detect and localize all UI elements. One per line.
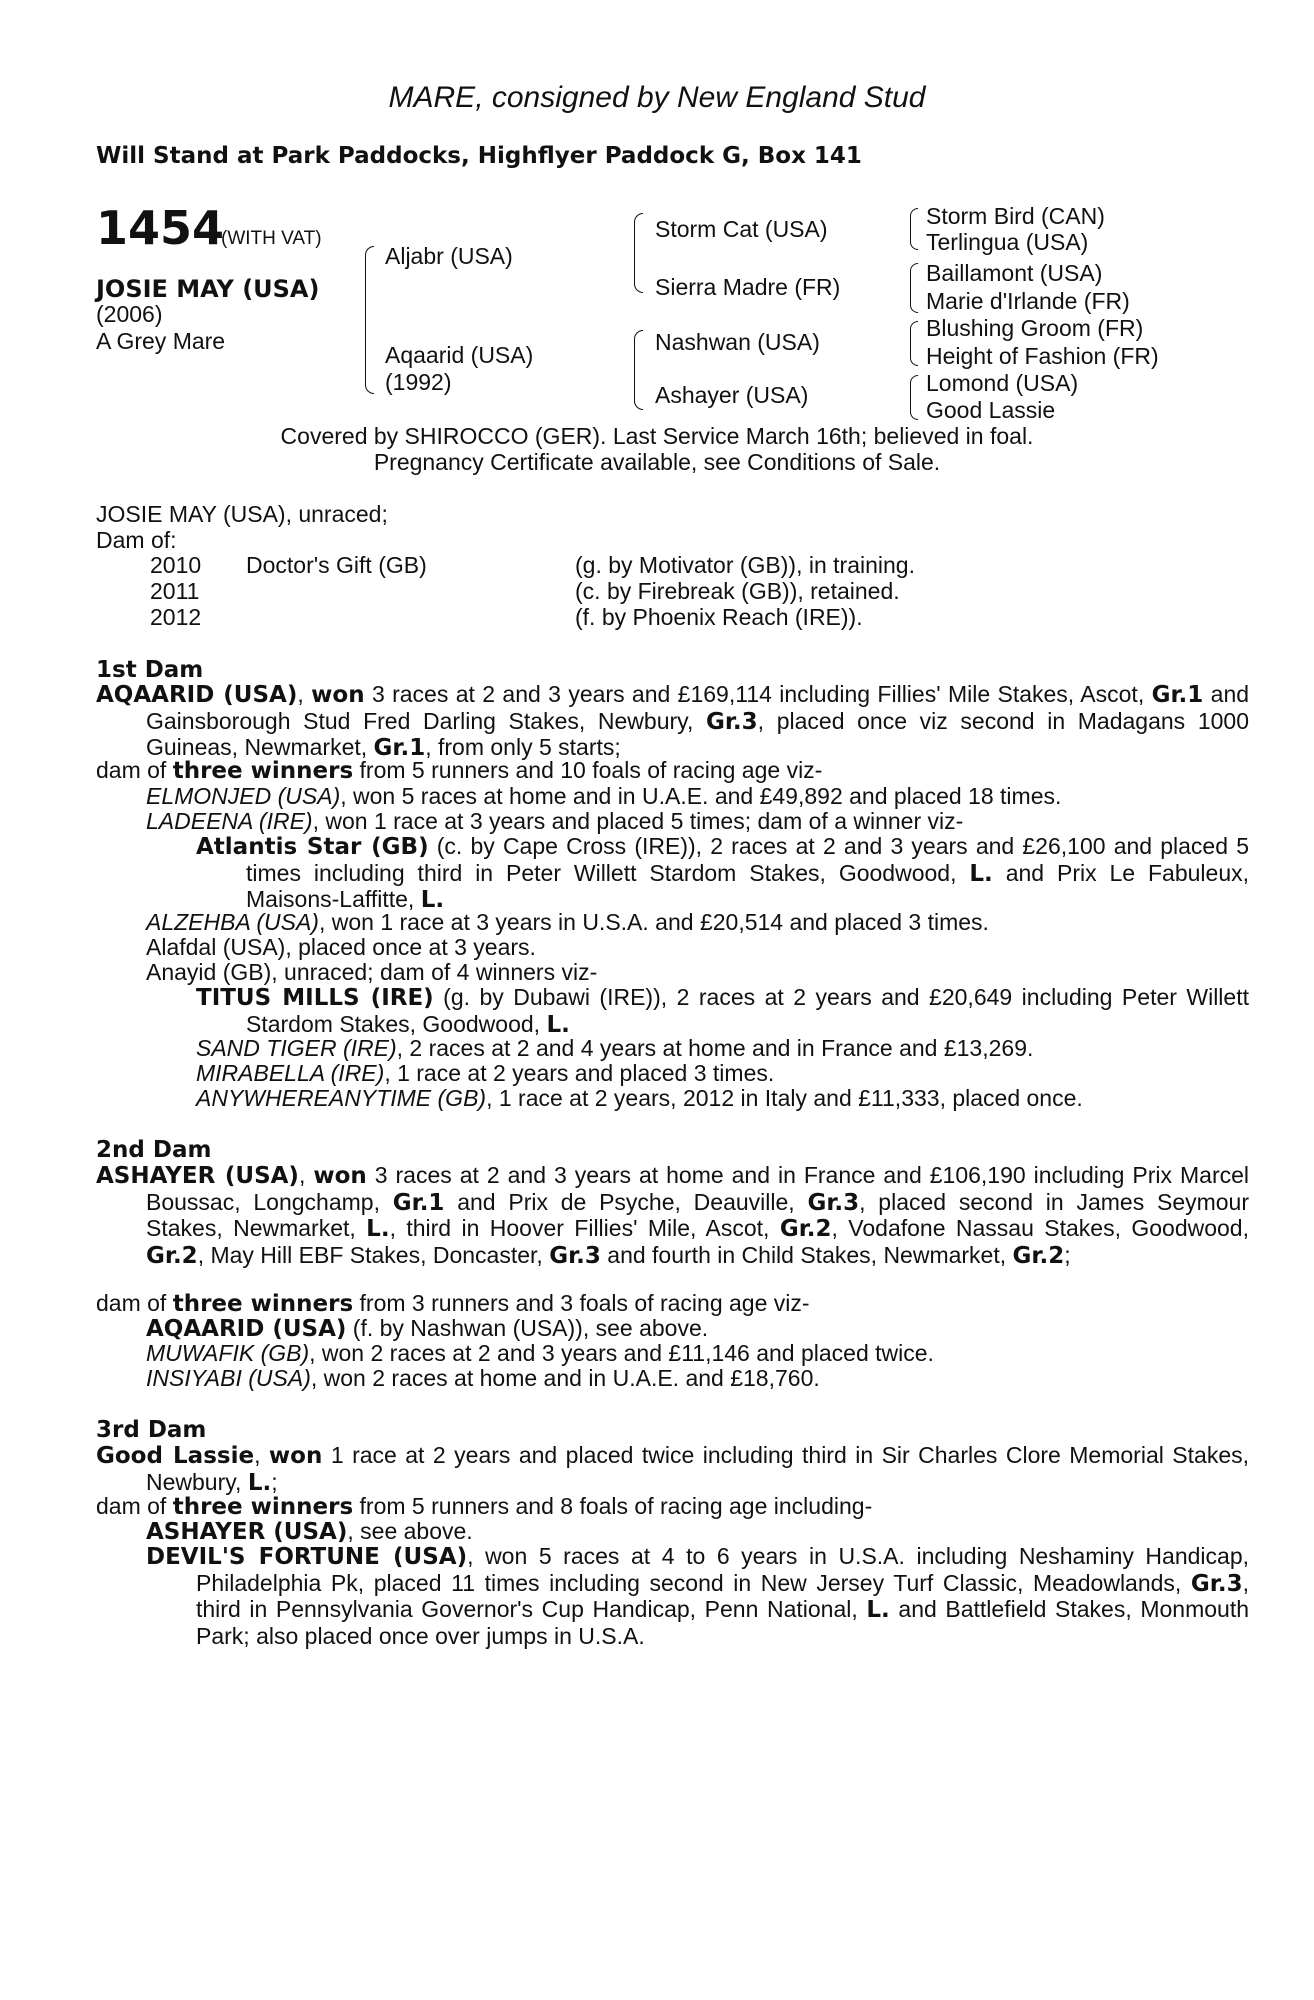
third-dam-heading: 3rd Dam [96, 1417, 207, 1443]
produce-dam-of: Dam of: [96, 527, 177, 553]
horse-name: JOSIE MAY (USA) [96, 275, 320, 303]
offspring-sand-tiger: SAND TIGER (IRE), 2 races at 2 and 4 years at home and in France and £13,269. [196, 1035, 1034, 1061]
pedigree-dam-dam: Ashayer (USA) [655, 382, 809, 408]
offspring-titus-mills: TITUS MILLS (IRE) (g. by Dubawi (IRE)), 2 races at 2 years and £20,649 including Peter Willett Stardom Stakes, Goodwood, L. [196, 984, 1249, 1038]
offspring-muwafik: MUWAFIK (GB), won 2 races at 2 and 3 years and £11,146 and placed twice. [146, 1340, 934, 1366]
offspring-elmonjed: ELMONJED (USA), won 5 races at home and in U.A.E. and £49,892 and placed 18 times. [146, 783, 1062, 809]
third-dam-dam-of: dam of three winners from 5 runners and 8 foals of racing age including- [96, 1493, 873, 1520]
offspring-atlantis-star: Atlantis Star (GB) (c. by Cape Cross (IRE)), 2 races at 2 and 3 years and £26,100 and placed 5 times including third in Peter Willett Stardom Stakes, Goodwood, L. and Prix Le Fabuleux, Maisons-Laffitte, L. [196, 833, 1249, 913]
offspring-insiyabi: INSIYABI (USA), won 2 races at home and in U.A.E. and £18,760. [146, 1365, 820, 1391]
produce-year-2010: 2010 [150, 552, 202, 578]
second-dam-heading: 2nd Dam [96, 1137, 212, 1163]
lot-number: 1454 [96, 201, 225, 255]
offspring-ashayer: ASHAYER (USA), see above. [146, 1518, 473, 1545]
pedigree-sire-sire: Storm Cat (USA) [655, 216, 828, 242]
offspring-anywhereanytime: ANYWHEREANYTIME (GB), 1 race at 2 years, 2012 in Italy and £11,333, placed once. [196, 1085, 1083, 1111]
produce-intro: JOSIE MAY (USA), unraced; [96, 501, 388, 527]
pedigree-dam-sire: Nashwan (USA) [655, 329, 820, 355]
offspring-alafdal: Alafdal (USA), placed once at 3 years. [146, 934, 536, 960]
first-dam-name: AQAARID (USA) [96, 682, 298, 708]
offspring-anayid: Anayid (GB), unraced; dam of 4 winners viz- [146, 959, 598, 985]
first-dam-heading: 1st Dam [96, 657, 204, 683]
brace-gen2-dam [634, 330, 643, 410]
brace-gen3-3 [910, 321, 918, 366]
offspring-mirabella: MIRABELLA (IRE), 1 race at 2 years and placed 3 times. [196, 1060, 775, 1086]
horse-year: (2006) [96, 301, 163, 327]
second-dam-record: ASHAYER (USA), won 3 races at 2 and 3 years at home and in France and £106,190 including Prix Marcel Boussac, Longchamp, Gr.1 and Prix de Psyche, Deauville, Gr.3, placed second in James Seymour Stakes, Newmarket, L., third in Hoover Fillies' Mile, Ascot, Gr.2, Vodafone Nassau Stakes, Goodwood, Gr.2, May Hill EBF Stakes, Doncaster, Gr.3 and fourth in Child Stakes, Newmarket, Gr.2; [96, 1162, 1250, 1269]
vat-note: (WITH VAT) [221, 228, 322, 249]
pedigree-gen3-1: Storm Bird (CAN) [926, 203, 1105, 229]
offspring-devils-fortune: DEVIL'S FORTUNE (USA), won 5 races at 4 to 6 years in U.S.A. including Neshaminy Handicap, Philadelphia Pk, placed 11 times including second in New Jersey Turf Classic, Meadowlands, Gr.3, third in Pennsylvania Governor's Cup Handicap, Penn National, L. and Battlefield Stakes, Monmouth Park; also placed once over jumps in U.S.A. [146, 1543, 1250, 1649]
pedigree-gen3-6: Height of Fashion (FR) [926, 343, 1159, 369]
covered-line: Covered by SHIROCCO (GER). Last Service March 16th; believed in foal. [280, 423, 1034, 449]
pedigree-gen3-5: Blushing Groom (FR) [926, 315, 1144, 341]
produce-info-2012: (f. by Phoenix Reach (IRE)). [575, 604, 863, 630]
brace-gen3-4 [910, 375, 918, 420]
produce-name-2010: Doctor's Gift (GB) [246, 552, 427, 578]
pregnancy-line: Pregnancy Certificate available, see Conditions of Sale. [373, 449, 941, 475]
horse-description: A Grey Mare [96, 328, 226, 354]
pedigree-gen3-7: Lomond (USA) [926, 370, 1079, 396]
pedigree-dam-year: (1992) [385, 369, 452, 395]
brace-gen3-1 [910, 208, 918, 250]
second-dam-dam-of: dam of three winners from 3 runners and 3 foals of racing age viz- [96, 1290, 810, 1317]
offspring-ladeena: LADEENA (IRE), won 1 race at 3 years and placed 5 times; dam of a winner viz- [146, 808, 964, 834]
brace-gen3-2 [910, 263, 918, 313]
offspring-aqaarid: AQAARID (USA) (f. by Nashwan (USA)), see above. [146, 1315, 709, 1342]
pedigree-gen3-2: Terlingua (USA) [926, 229, 1089, 255]
stand-location: Will Stand at Park Paddocks, Highflyer Paddock G, Box 141 [96, 143, 862, 169]
produce-year-2012: 2012 [150, 604, 202, 630]
produce-year-2011: 2011 [150, 578, 200, 604]
produce-info-2010: (g. by Motivator (GB)), in training. [575, 552, 915, 578]
produce-info-2011: (c. by Firebreak (GB)), retained. [575, 578, 900, 604]
consigner-line: MARE, consigned by New England Stud [388, 81, 926, 114]
pedigree-dam: Aqaarid (USA) [385, 342, 534, 368]
offspring-alzehba: ALZEHBA (USA), won 1 race at 3 years in U.S.A. and £20,514 and placed 3 times. [146, 909, 989, 935]
pedigree-gen3-4: Marie d'Irlande (FR) [926, 288, 1130, 314]
pedigree-sire: Aljabr (USA) [385, 243, 513, 269]
brace-gen1 [365, 246, 374, 394]
third-dam-record: Good Lassie, won 1 race at 2 years and placed twice including third in Sir Charles Clore Memorial Stakes, Newbury, L.; [96, 1442, 1250, 1496]
pedigree-gen3-8: Good Lassie [926, 397, 1056, 423]
pedigree-gen3-3: Baillamont (USA) [926, 260, 1103, 286]
first-dam-dam-of: dam of three winners from 5 runners and 10 foals of racing age viz- [96, 757, 823, 784]
first-dam-record: AQAARID (USA), won 3 races at 2 and 3 years and £169,114 including Fillies' Mile Stakes, Ascot, Gr.1 and Gainsborough Stud Fred Darling Stakes, Newbury, Gr.3, placed once viz second in Madagans 1000 Guineas, Newmarket, Gr.1, from only 5 starts; [96, 681, 1250, 761]
brace-gen2-sire [634, 213, 643, 293]
pedigree-sire-dam: Sierra Madre (FR) [655, 274, 841, 300]
